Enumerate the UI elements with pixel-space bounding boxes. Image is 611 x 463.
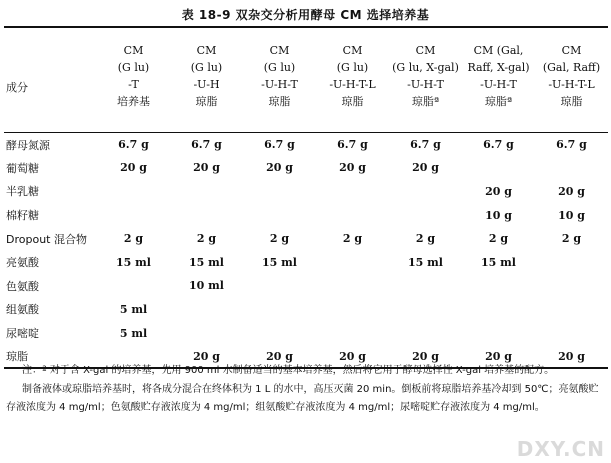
note-preparation: 制备液体或琼脂培养基时，将各成分混合在终体积为 1 L 的水中，高压灭菌 20 min。倒板前将琼脂培养基冷却到 50℃；亮氨酸贮存液浓度为 4 mg/ml；色氨酸贮存液浓度为 4 mg/ml；组氨酸贮存液浓度为 4 mg/ml；尿嘧啶贮存液浓度为 4 mg/ml。 [6, 383, 599, 413]
table-row [4, 203, 608, 227]
row-header-label: 成分 [4, 38, 97, 133]
table-cell [389, 203, 462, 227]
table-cell [243, 321, 316, 345]
table-cell [97, 180, 170, 204]
column-header-line: -T [128, 78, 139, 91]
table-cell: 2 g [415, 232, 436, 246]
ingredient-label: 酵母氮源 [6, 138, 50, 152]
column-header [97, 38, 170, 133]
table-cell: 15 ml [189, 255, 224, 269]
table-cell: 2 g [488, 232, 509, 246]
column-header [170, 38, 243, 133]
table-cell: 20 g [243, 345, 316, 369]
table-cell [389, 321, 462, 345]
column-header-line: CM [196, 44, 217, 57]
column-header-line: -U-H-T-L [329, 78, 376, 91]
table-cell [316, 180, 389, 204]
table-title: 表 18-9 双杂交分析用酵母 CM 选择培养基 [181, 8, 430, 22]
table-row [4, 298, 608, 322]
table-cell [243, 274, 316, 298]
table-cell [316, 250, 389, 274]
table-cell [170, 203, 243, 227]
table-cell: 5 ml [119, 326, 148, 340]
column-header-line: -U-H-T [480, 78, 517, 91]
column-header [389, 38, 462, 133]
column-header-line: (G lu) [263, 61, 296, 74]
table-cell [97, 203, 170, 227]
table-cell [535, 298, 608, 322]
table-cell: 20 g [339, 161, 366, 175]
table-cell: 2 g [561, 232, 582, 246]
table-row [4, 321, 608, 345]
table-cell [170, 321, 243, 345]
column-header-line: 培养基 [117, 95, 150, 108]
table-cell: 6.7 g [410, 138, 441, 152]
table-notes [6, 362, 604, 418]
table-cell [535, 250, 608, 274]
table-cell: 15 ml [481, 255, 516, 269]
column-header-row [4, 38, 608, 133]
ingredient-label: 棉籽糖 [6, 209, 39, 223]
table-cell [389, 298, 462, 322]
ingredient-label: 亮氨酸 [6, 256, 39, 270]
ingredient-label: 葡萄糖 [6, 161, 39, 175]
table-cell [97, 274, 170, 298]
column-header-line: Raff, X-gal) [467, 61, 530, 74]
column-header-line: CM [123, 44, 144, 57]
table-cell [243, 298, 316, 322]
table-cell [462, 298, 535, 322]
table-cell [462, 156, 535, 180]
column-header-line: -U-H-T [261, 78, 298, 91]
column-header [535, 38, 608, 133]
table-cell: 15 ml [116, 255, 151, 269]
table-cell [243, 180, 316, 204]
column-header-line: (G lu) [117, 61, 150, 74]
table-cell: 6.7 g [556, 138, 587, 152]
table-cell [316, 274, 389, 298]
column-header-line: -U-H [193, 78, 220, 91]
table-cell [462, 274, 535, 298]
table-cell: 2 g [342, 232, 363, 246]
table-body [4, 133, 608, 369]
column-header-line: 琼脂 [560, 95, 583, 108]
table-cell: 6.7 g [118, 138, 149, 152]
table-cell [535, 274, 608, 298]
column-header-line: CM (Gal, [473, 44, 524, 57]
table-cell: 2 g [123, 232, 144, 246]
table-row [4, 274, 608, 298]
column-header [316, 38, 389, 133]
column-header-line: 琼脂ª [484, 95, 513, 108]
column-header-line: (G lu, X-gal) [392, 61, 459, 74]
table-cell: 10 g [558, 208, 585, 222]
note-footnote: 注：ª 对于含 X-gal 的培养基，先用 900 ml 水制备适当的基本培养基，然后将它用于酵母选择性 X-gal 培养基的配方。 [22, 365, 555, 376]
table-cell: 15 ml [262, 255, 297, 269]
column-header-line: CM [342, 44, 363, 57]
ingredient-label: 琼脂 [4, 345, 97, 369]
ingredient-label: 尿嘧啶 [6, 327, 39, 341]
table-cell: 20 g [462, 345, 535, 369]
table-cell [535, 321, 608, 345]
table-row [4, 133, 608, 157]
table-cell [170, 298, 243, 322]
column-header [462, 38, 535, 133]
table-cell [535, 156, 608, 180]
table-cell: 6.7 g [191, 138, 222, 152]
table-cell: 20 g [485, 184, 512, 198]
column-header-line: CM [561, 44, 582, 57]
table-cell: 20 g [316, 345, 389, 369]
ingredient-label: 组氨酸 [6, 303, 39, 317]
table-cell [316, 298, 389, 322]
table-cell [316, 203, 389, 227]
column-header-line: -U-H-T [407, 78, 444, 91]
column-header-line: (G lu) [190, 61, 223, 74]
table-cell [462, 321, 535, 345]
table-cell: 20 g [412, 161, 439, 175]
table-cell: 15 ml [408, 255, 443, 269]
table-cell: 6.7 g [337, 138, 368, 152]
table-cell: 20 g [389, 345, 462, 369]
table-cell: 20 g [558, 184, 585, 198]
table-cell: 2 g [196, 232, 217, 246]
column-header-line: -U-H-T-L [548, 78, 595, 91]
column-header-line: 琼脂ª [411, 95, 440, 108]
column-header-line: CM [415, 44, 436, 57]
column-header-line: 琼脂 [195, 95, 218, 108]
column-header-line: (Gal, Raff) [542, 61, 601, 74]
column-header-line: 琼脂 [268, 95, 291, 108]
table-row [4, 227, 608, 251]
column-header-line: (G lu) [336, 61, 369, 74]
table-cell [389, 274, 462, 298]
watermark-logo: DXY.CN [516, 437, 605, 461]
ingredient-label: 半乳糖 [6, 185, 39, 199]
ingredient-label: 色氨酸 [6, 279, 39, 293]
table-cell: 20 g [120, 161, 147, 175]
table-cell: 6.7 g [483, 138, 514, 152]
table-cell: 10 g [485, 208, 512, 222]
table-cell: 20 g [170, 345, 243, 369]
ingredient-label: Dropout 混合物 [6, 232, 87, 246]
table-cell: 20 g [266, 161, 293, 175]
column-header [243, 38, 316, 133]
table-row [4, 250, 608, 274]
table-cell [243, 203, 316, 227]
table-cell: 2 g [269, 232, 290, 246]
column-header-line: CM [269, 44, 290, 57]
table-cell: 5 ml [119, 302, 148, 316]
table-cell: 20 g [193, 161, 220, 175]
table-cell: 6.7 g [264, 138, 295, 152]
table-cell: 10 ml [189, 279, 224, 293]
column-header-line: 琼脂 [341, 95, 364, 108]
table-cell: 20 g [535, 345, 608, 369]
table-row [4, 180, 608, 204]
table-cell [389, 180, 462, 204]
media-table [4, 26, 608, 369]
table-cell [170, 180, 243, 204]
table-cell [316, 321, 389, 345]
table-row [4, 156, 608, 180]
